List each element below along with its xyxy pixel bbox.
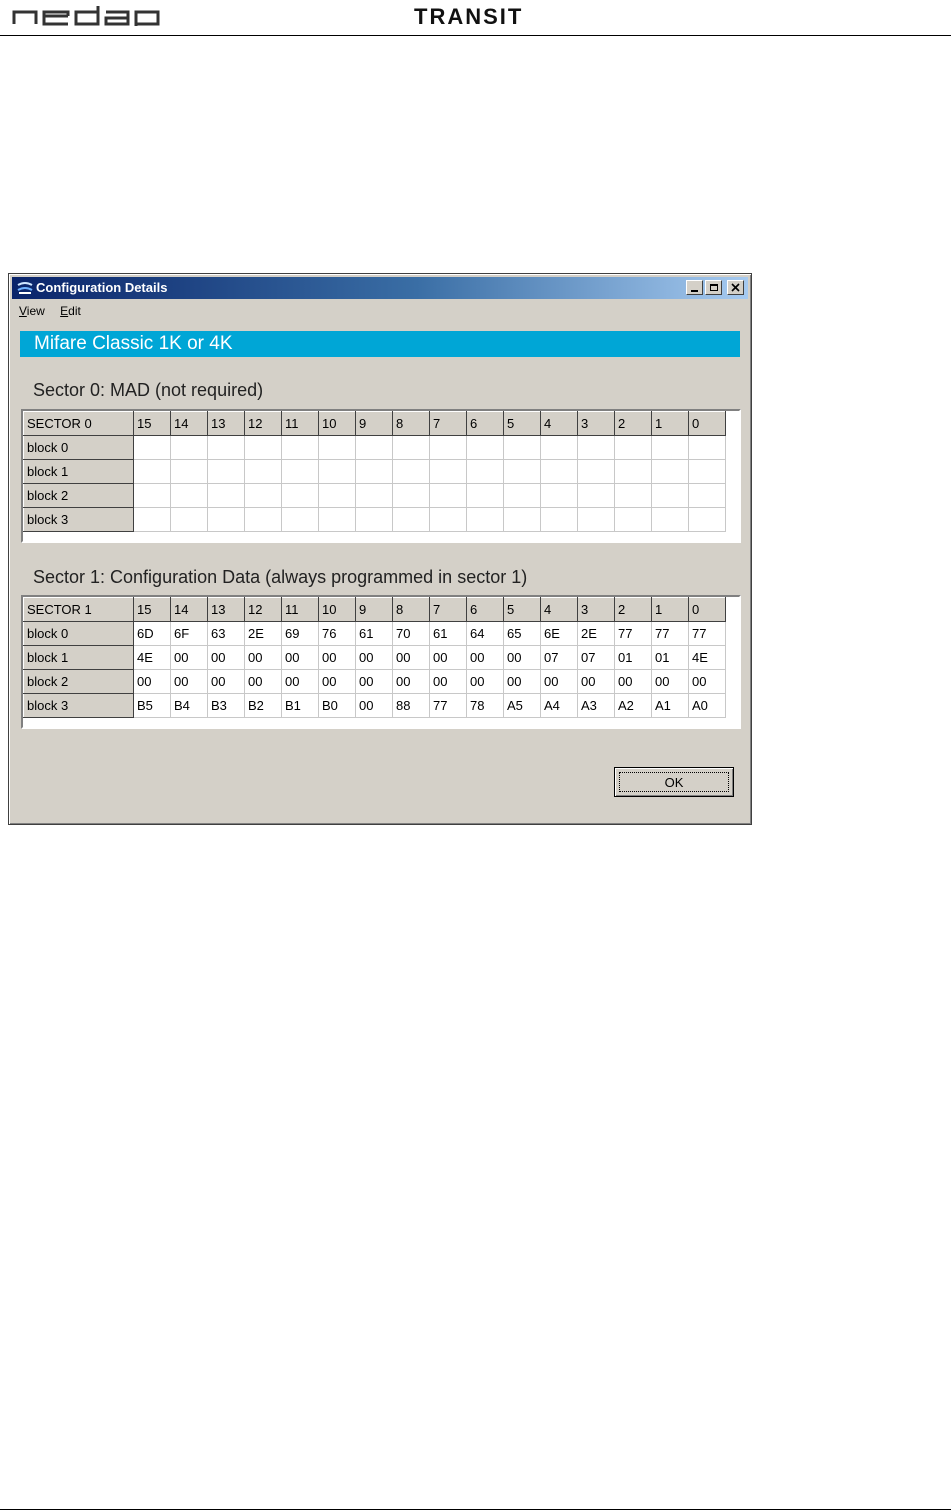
menu-bar	[19, 304, 93, 318]
column-header: 0	[689, 412, 726, 436]
byte-cell[interactable]: 00	[467, 670, 504, 694]
footer-divider	[0, 1509, 951, 1510]
byte-cell[interactable]: 77	[652, 622, 689, 646]
byte-cell[interactable]	[393, 436, 430, 460]
column-header: 9	[356, 412, 393, 436]
byte-cell[interactable]: 01	[615, 646, 652, 670]
column-header: 5	[504, 412, 541, 436]
byte-cell[interactable]	[430, 460, 467, 484]
focus-rect	[619, 772, 729, 792]
column-header: 4	[541, 598, 578, 622]
byte-cell[interactable]: 6E	[541, 622, 578, 646]
byte-cell[interactable]	[245, 460, 282, 484]
column-header: 1	[652, 598, 689, 622]
byte-cell[interactable]: 00	[615, 670, 652, 694]
byte-cell[interactable]: B5	[134, 694, 171, 718]
byte-cell[interactable]	[208, 508, 245, 532]
byte-cell[interactable]	[171, 484, 208, 508]
column-header: 3	[578, 598, 615, 622]
byte-cell[interactable]	[504, 460, 541, 484]
byte-cell[interactable]	[504, 436, 541, 460]
byte-cell[interactable]: 6F	[171, 622, 208, 646]
byte-cell[interactable]: 64	[467, 622, 504, 646]
byte-cell[interactable]	[652, 460, 689, 484]
byte-cell[interactable]: A4	[541, 694, 578, 718]
byte-cell[interactable]: 69	[282, 622, 319, 646]
byte-cell[interactable]: B2	[245, 694, 282, 718]
byte-cell[interactable]: B4	[171, 694, 208, 718]
byte-cell[interactable]: 76	[319, 622, 356, 646]
byte-cell[interactable]	[282, 460, 319, 484]
row-header: block 2	[24, 670, 134, 694]
column-header: 2	[615, 412, 652, 436]
byte-cell[interactable]	[504, 508, 541, 532]
column-header: 10	[319, 412, 356, 436]
byte-cell[interactable]: 2E	[245, 622, 282, 646]
column-header: 12	[245, 412, 282, 436]
column-header: 8	[393, 598, 430, 622]
byte-cell[interactable]: 00	[282, 670, 319, 694]
column-header: 12	[245, 598, 282, 622]
menu-edit[interactable]: Edit	[60, 304, 81, 318]
sector-0-label: Sector 0: MAD (not required)	[33, 380, 264, 400]
byte-cell[interactable]	[504, 484, 541, 508]
byte-cell[interactable]: 00	[208, 646, 245, 670]
byte-cell[interactable]	[652, 508, 689, 532]
column-header: 13	[208, 412, 245, 436]
column-header: 11	[282, 412, 319, 436]
table-row	[24, 622, 726, 646]
byte-cell[interactable]	[430, 436, 467, 460]
byte-cell[interactable]	[578, 484, 615, 508]
byte-cell[interactable]	[578, 508, 615, 532]
byte-cell[interactable]	[319, 460, 356, 484]
byte-cell[interactable]: 00	[578, 670, 615, 694]
byte-cell[interactable]: 4E	[689, 646, 726, 670]
byte-cell[interactable]: 6D	[134, 622, 171, 646]
byte-cell[interactable]: 61	[356, 622, 393, 646]
window-title: Configuration Details	[36, 280, 168, 295]
sector-header: SECTOR 1	[24, 598, 134, 622]
byte-cell[interactable]: 00	[541, 670, 578, 694]
column-header: 15	[134, 598, 171, 622]
sector-0-grid[interactable]	[21, 409, 741, 543]
table-row	[24, 484, 726, 508]
byte-cell[interactable]	[541, 436, 578, 460]
column-header: 11	[282, 598, 319, 622]
byte-cell[interactable]: 00	[245, 670, 282, 694]
byte-cell[interactable]	[208, 436, 245, 460]
close-icon	[731, 283, 740, 292]
byte-cell[interactable]: 63	[208, 622, 245, 646]
byte-cell[interactable]	[134, 460, 171, 484]
byte-cell[interactable]	[393, 460, 430, 484]
table-row	[24, 436, 726, 460]
menu-view[interactable]: View	[19, 304, 45, 318]
byte-cell[interactable]: 00	[356, 694, 393, 718]
byte-cell[interactable]: 07	[578, 646, 615, 670]
byte-cell[interactable]	[467, 484, 504, 508]
transit-logo: TRANSIT	[414, 4, 524, 29]
ok-label: OK	[664, 774, 684, 790]
header-divider	[0, 35, 951, 36]
byte-cell[interactable]	[134, 508, 171, 532]
byte-cell[interactable]	[393, 484, 430, 508]
byte-cell[interactable]	[615, 484, 652, 508]
table-row	[24, 460, 726, 484]
row-header: block 1	[24, 460, 134, 484]
configuration-details-window	[8, 273, 752, 825]
byte-cell[interactable]: 00	[430, 646, 467, 670]
byte-cell[interactable]: 78	[467, 694, 504, 718]
sector-1-grid[interactable]	[21, 595, 741, 729]
byte-cell[interactable]: 00	[171, 670, 208, 694]
byte-cell[interactable]: 00	[356, 646, 393, 670]
byte-cell[interactable]	[467, 508, 504, 532]
byte-cell[interactable]: 00	[430, 670, 467, 694]
row-header: block 3	[24, 508, 134, 532]
byte-cell[interactable]	[689, 436, 726, 460]
byte-cell[interactable]: A2	[615, 694, 652, 718]
byte-cell[interactable]: 00	[171, 646, 208, 670]
byte-cell[interactable]: 70	[393, 622, 430, 646]
app-icon	[17, 281, 33, 300]
byte-cell[interactable]: 00	[504, 646, 541, 670]
byte-cell[interactable]	[208, 460, 245, 484]
byte-cell[interactable]: A0	[689, 694, 726, 718]
column-header: 15	[134, 412, 171, 436]
byte-cell[interactable]	[208, 484, 245, 508]
byte-cell[interactable]: 00	[319, 670, 356, 694]
byte-cell[interactable]	[393, 508, 430, 532]
minimize-button[interactable]	[686, 280, 703, 295]
column-header: 5	[504, 598, 541, 622]
column-header: 1	[652, 412, 689, 436]
byte-cell[interactable]: 88	[393, 694, 430, 718]
byte-cell[interactable]: 00	[467, 646, 504, 670]
byte-cell[interactable]	[430, 484, 467, 508]
column-header: 8	[393, 412, 430, 436]
byte-cell[interactable]: 00	[504, 670, 541, 694]
column-header: 14	[171, 598, 208, 622]
column-header: 10	[319, 598, 356, 622]
byte-cell[interactable]	[171, 508, 208, 532]
byte-cell[interactable]	[652, 484, 689, 508]
byte-cell[interactable]: A5	[504, 694, 541, 718]
row-header: block 0	[24, 622, 134, 646]
row-header: block 2	[24, 484, 134, 508]
byte-cell[interactable]	[245, 436, 282, 460]
column-header: 7	[430, 598, 467, 622]
column-header: 4	[541, 412, 578, 436]
byte-cell[interactable]: 77	[430, 694, 467, 718]
table-row	[24, 694, 726, 718]
byte-cell[interactable]	[615, 460, 652, 484]
nedap-logo	[12, 4, 174, 31]
byte-cell[interactable]	[467, 460, 504, 484]
table-row	[24, 508, 726, 532]
row-header: block 0	[24, 436, 134, 460]
byte-cell[interactable]: A3	[578, 694, 615, 718]
byte-cell[interactable]	[689, 460, 726, 484]
byte-cell[interactable]: 00	[208, 670, 245, 694]
byte-cell[interactable]	[652, 436, 689, 460]
byte-cell[interactable]	[615, 508, 652, 532]
column-header: 6	[467, 598, 504, 622]
byte-cell[interactable]: 2E	[578, 622, 615, 646]
byte-cell[interactable]	[282, 436, 319, 460]
byte-cell[interactable]	[356, 436, 393, 460]
sector-1-label: Sector 1: Configuration Data (always programmed in sector 1)	[33, 567, 528, 587]
byte-cell[interactable]: 61	[430, 622, 467, 646]
byte-cell[interactable]	[171, 436, 208, 460]
byte-cell[interactable]: 00	[356, 670, 393, 694]
byte-cell[interactable]	[689, 484, 726, 508]
byte-cell[interactable]: 00	[134, 670, 171, 694]
byte-cell[interactable]: 00	[393, 646, 430, 670]
row-header: block 1	[24, 646, 134, 670]
byte-cell[interactable]: 00	[689, 670, 726, 694]
byte-cell[interactable]: A1	[652, 694, 689, 718]
row-header: block 3	[24, 694, 134, 718]
byte-cell[interactable]: 01	[652, 646, 689, 670]
column-header: 3	[578, 412, 615, 436]
byte-cell[interactable]: 00	[245, 646, 282, 670]
byte-cell[interactable]: 00	[319, 646, 356, 670]
byte-cell[interactable]: 4E	[134, 646, 171, 670]
maximize-button[interactable]	[705, 280, 722, 295]
table-row	[24, 670, 726, 694]
byte-cell[interactable]: B1	[282, 694, 319, 718]
byte-cell[interactable]	[319, 508, 356, 532]
byte-cell[interactable]	[356, 484, 393, 508]
maximize-icon	[710, 284, 718, 291]
byte-cell[interactable]: 65	[504, 622, 541, 646]
byte-cell[interactable]: B3	[208, 694, 245, 718]
minimize-icon	[691, 290, 698, 292]
sector-header: SECTOR 0	[24, 412, 134, 436]
byte-cell[interactable]	[245, 508, 282, 532]
column-header: 2	[615, 598, 652, 622]
byte-cell[interactable]	[689, 508, 726, 532]
byte-cell[interactable]	[171, 460, 208, 484]
byte-cell[interactable]	[282, 508, 319, 532]
column-header: 6	[467, 412, 504, 436]
byte-cell[interactable]: 77	[615, 622, 652, 646]
column-header: 0	[689, 598, 726, 622]
byte-cell[interactable]	[430, 508, 467, 532]
byte-cell[interactable]	[319, 484, 356, 508]
byte-cell[interactable]: 00	[652, 670, 689, 694]
column-header: 13	[208, 598, 245, 622]
column-header: 14	[171, 412, 208, 436]
byte-cell[interactable]	[541, 484, 578, 508]
close-button[interactable]	[727, 280, 744, 295]
byte-cell[interactable]: 77	[689, 622, 726, 646]
byte-cell[interactable]: B0	[319, 694, 356, 718]
table-row	[24, 646, 726, 670]
byte-cell[interactable]	[134, 484, 171, 508]
byte-cell[interactable]	[578, 436, 615, 460]
byte-cell[interactable]	[578, 460, 615, 484]
byte-cell[interactable]	[245, 484, 282, 508]
byte-cell[interactable]	[467, 436, 504, 460]
byte-cell[interactable]	[615, 436, 652, 460]
byte-cell[interactable]	[319, 436, 356, 460]
byte-cell[interactable]	[282, 484, 319, 508]
byte-cell[interactable]: 07	[541, 646, 578, 670]
title-bar[interactable]	[12, 277, 748, 299]
ok-button[interactable]	[614, 767, 734, 797]
byte-cell[interactable]	[356, 508, 393, 532]
byte-cell[interactable]	[541, 460, 578, 484]
column-header: 7	[430, 412, 467, 436]
byte-cell[interactable]: 00	[282, 646, 319, 670]
card-type-banner: Mifare Classic 1K or 4K	[20, 331, 740, 357]
byte-cell[interactable]	[134, 436, 171, 460]
byte-cell[interactable]	[356, 460, 393, 484]
byte-cell[interactable]	[541, 508, 578, 532]
column-header: 9	[356, 598, 393, 622]
byte-cell[interactable]: 00	[393, 670, 430, 694]
